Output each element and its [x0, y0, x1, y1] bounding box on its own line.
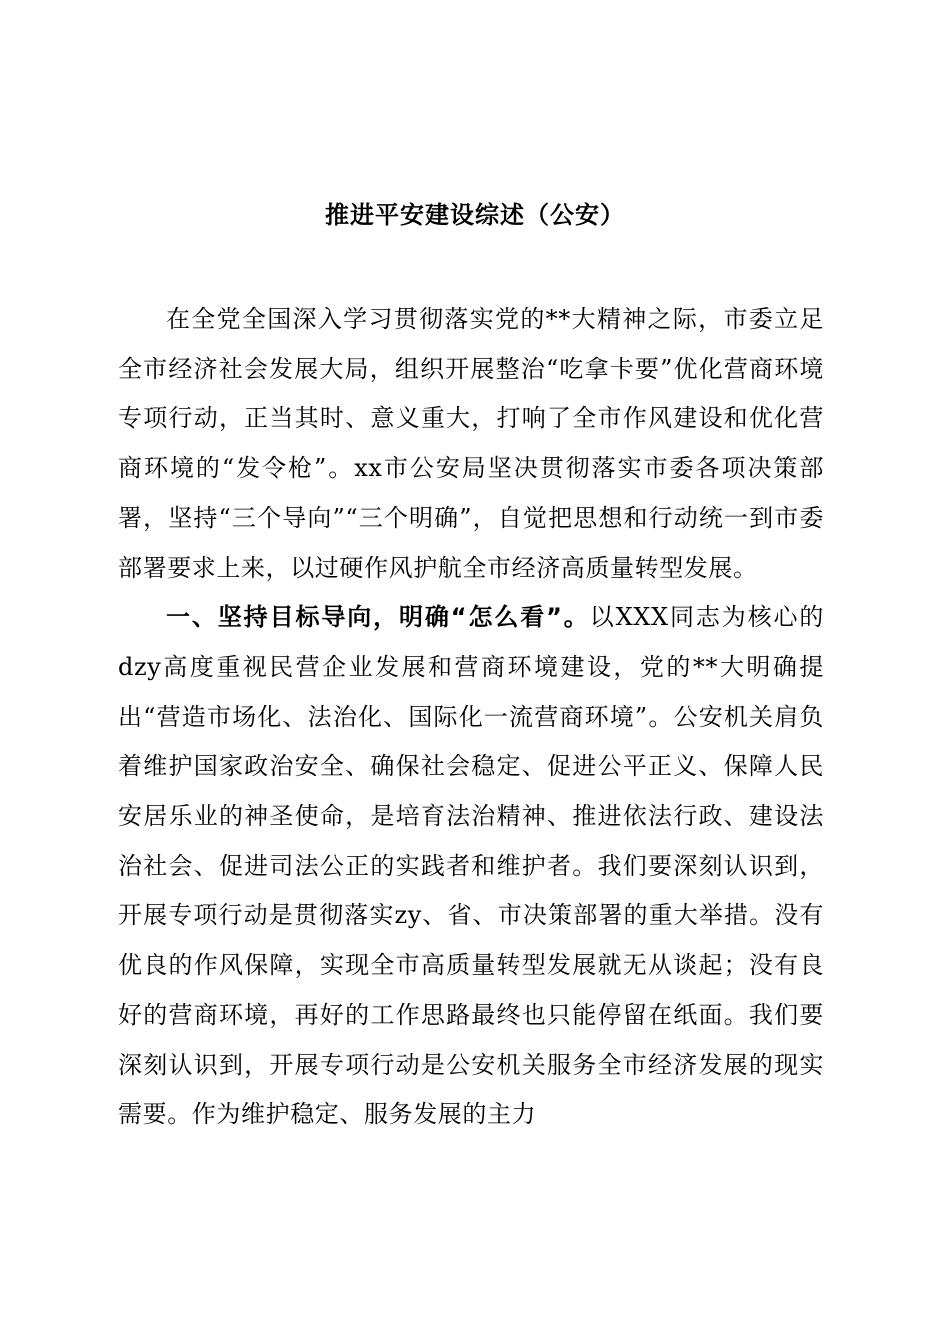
section-one-heading: 一、坚持目标导向，明确“怎么看”。 — [166, 603, 590, 632]
section-one-paragraph — [118, 593, 824, 1140]
section-one-text: 以XXX同志为核心的dzy高度重视民营企业发展和营商环境建设，党的**大明确提出“营造市场化、法治化、国际化一流营商环境”。公安机关肩负着维护国家政治安全、确保社会稳定、促进公平正义、保障人民安居乐业的神圣使命，是培育法治精神、推进依法行政、建设法治社会、促进司法公正的实践者和维护者。我们要深刻认识到，开展专项行动是贯彻落实zy、省、市决策部署的重大举措。没有优良的作风保障，实现全市高质量转型发展就无从谈起；没有良好的营商环境，再好的工作思路最终也只能停留在纸面。我们要深刻认识到，开展专项行动是公安机关服务全市经济发展的现实需要。作为维护稳定、服务发展的主力 — [118, 603, 824, 1129]
document-title: 推进平安建设综述（公安） — [325, 201, 625, 229]
document-body — [118, 295, 824, 1140]
intro-paragraph: 在全党全国深入学习贯彻落实党的**大精神之际，市委立足全市经济社会发展大局，组织开展整治“吃拿卡要”优化营商环境专项行动，正当其时、意义重大，打响了全市作风建设和优化营商环境的“发令枪”。xx市公安局坚决贯彻落实市委各项决策部署，坚持“三个导向”“三个明确”，自觉把思想和行动统一到市委部署要求上来，以过硬作风护航全市经济高质量转型发展。 — [118, 305, 824, 582]
